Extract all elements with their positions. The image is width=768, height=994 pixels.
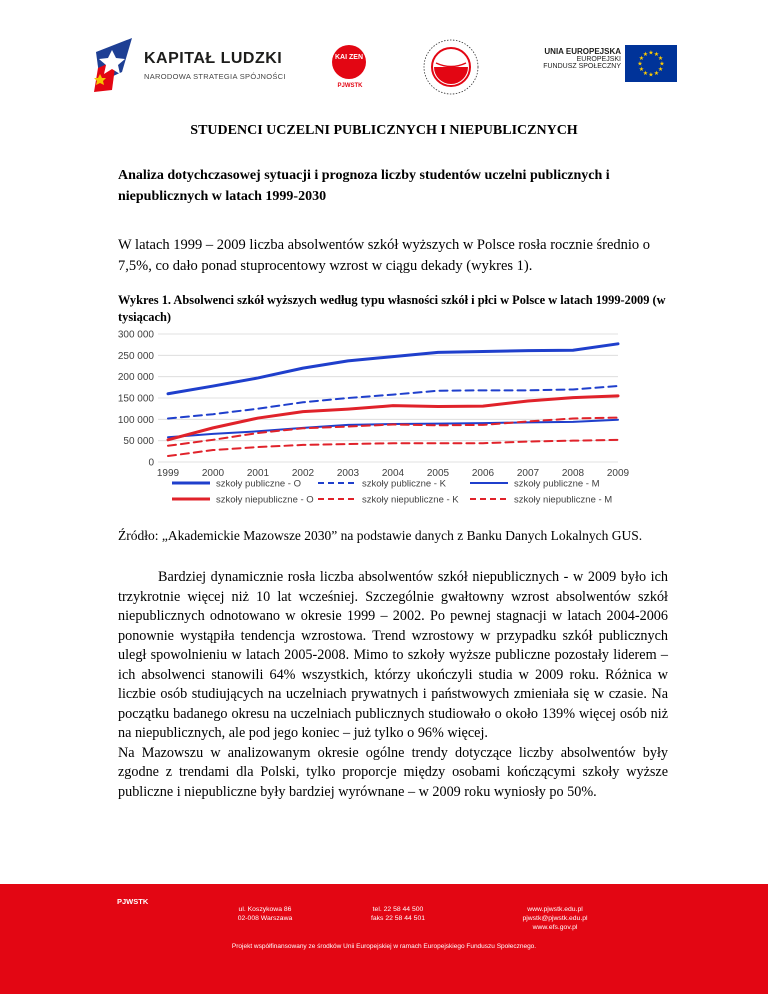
x-tick-label: 1999 bbox=[156, 468, 180, 479]
x-tick-label: 2009 bbox=[606, 468, 630, 479]
legend-label: szkoły publiczne - O bbox=[216, 478, 302, 490]
chart-svg bbox=[118, 326, 638, 518]
y-tick-label: 250 000 bbox=[118, 350, 154, 362]
footer-link-email[interactable]: pjwstk@pjwstk.edu.pl bbox=[522, 915, 588, 922]
footer-phone bbox=[348, 905, 448, 923]
eu-line1: UNIA EUROPEJSKA bbox=[544, 47, 621, 56]
eu-star-icon: ★ bbox=[638, 67, 645, 73]
legend-label: szkoły niepubliczne - K bbox=[362, 494, 459, 506]
legend-label: szkoły publiczne - M bbox=[514, 478, 600, 490]
legend-label: szkoły niepubliczne - O bbox=[216, 494, 314, 506]
legend-label: szkoły publiczne - K bbox=[362, 478, 446, 490]
paragraph-2: Na Mazowszu w analizowanym okresie ogólne trendy dotyczące liczby absolwentów były zgodne z trendami dla Polski, tylko proporcje między osobami kończącymi szkoły wyższe publiczne i niepubliczne były bardziej wyrównane – w 2009 roku wyniosły po 50%. bbox=[118, 744, 668, 800]
kapital-ludzki-logo bbox=[92, 38, 292, 93]
footer-link-efs[interactable]: www.efs.gov.pl bbox=[532, 924, 578, 931]
eu-star-icon: ★ bbox=[653, 51, 660, 58]
kapital-ludzki-emblem-icon bbox=[92, 38, 136, 93]
document-title: STUDENCI UCZELNI PUBLICZNYCH I NIEPUBLICZNYCH bbox=[190, 123, 578, 138]
kaizen-badge: KAI ZEN bbox=[332, 45, 366, 79]
y-tick-label: 50 000 bbox=[123, 436, 154, 448]
eu-star-icon: ★ bbox=[657, 67, 664, 73]
document-subtitle: Analiza dotychczasowej sytuacji i prognoza liczby studentów uczelni publicznych i niepublicznych w latach 1999-2030 bbox=[118, 168, 610, 204]
legend-label: szkoły niepubliczne - M bbox=[514, 494, 613, 506]
eu-line2: EUROPEJSKI bbox=[576, 56, 621, 63]
x-tick-label: 2004 bbox=[381, 468, 405, 479]
line-chart bbox=[118, 326, 638, 518]
eu-star-icon: ★ bbox=[642, 71, 649, 78]
series-line-1 bbox=[168, 386, 618, 418]
x-tick-label: 2005 bbox=[426, 468, 450, 479]
footer bbox=[0, 884, 768, 994]
y-tick-label: 200 000 bbox=[118, 372, 154, 384]
seal-emblem-icon bbox=[422, 38, 480, 96]
x-tick-label: 2006 bbox=[471, 468, 495, 479]
eu-flag-icon bbox=[625, 45, 677, 82]
eu-line3: FUNDUSZ SPOŁECZNY bbox=[543, 63, 621, 70]
eu-star-icon: ★ bbox=[648, 72, 654, 79]
kaizen-subtitle: PJWSTK bbox=[337, 83, 363, 89]
paragraph-1: Bardziej dynamicznie rosła liczba absolwentów szkół niepublicznych - w 2009 było ich trzykrotnie więcej niż 10 lat wcześniej. Szczególnie gwałtowny wzrost absolwentów szkół niepublicznych odnotowano w okresie 1999 – 2002. Po pewnej stagnacji w latach 2004-2006 ponownie wystąpiła tendencja wzrostowa. Trend wzrostowy w przypadku szkół publicznych uległ spowolnieniu w latach 2005-2008. Mimo to szkoły wyższe publiczne pozostały liderem – ich absolwenci stanowili 64% wszystkich, którzy ukończyli studia w 2009 roku. Różnica w liczbie osób studiujących na uczelniach prywatnych i państwowych zmieniała się w czasie. Na początku badanego okresu na uczelniach publicznych studiowało o około 139% więcej osób niż na niepublicznych, ale pod jego koniec – już tylko o 96% więcej. bbox=[118, 569, 668, 741]
university-seal bbox=[422, 38, 480, 96]
y-tick-label: 100 000 bbox=[118, 414, 154, 426]
chart-caption: Wykres 1. Absolwenci szkół wyższych według typu własności szkół i płci w Polsce w latach 1999-2009 (w tysiącach) bbox=[118, 293, 666, 324]
eu-star-icon: ★ bbox=[653, 71, 660, 78]
footer-funding-note: Projekt współfinansowany ze środków Unii Europejskiej w ramach Europejskiego Funduszu Społecznego. bbox=[231, 943, 537, 950]
source-note: Źródło: „Akademickie Mazowsze 2030” na podstawie danych z Banku Danych Lokalnych GUS. bbox=[118, 528, 643, 543]
x-tick-label: 2002 bbox=[291, 468, 315, 479]
eu-star-icon: ★ bbox=[657, 56, 664, 62]
x-tick-label: 2001 bbox=[246, 468, 270, 479]
eu-star-icon: ★ bbox=[659, 61, 665, 68]
eu-star-icon: ★ bbox=[638, 56, 645, 62]
series-line-0 bbox=[168, 344, 618, 394]
footer-address-line2: 02-008 Warszawa bbox=[237, 915, 293, 922]
footer-link-website[interactable]: www.pjwstk.edu.pl bbox=[527, 906, 583, 913]
eu-star-icon: ★ bbox=[648, 50, 654, 57]
eu-star-icon: ★ bbox=[642, 51, 649, 58]
footer-brand: PJWSTK bbox=[117, 897, 149, 906]
body-text bbox=[118, 568, 668, 802]
intro-paragraph: W latach 1999 – 2009 liczba absolwentów szkół wyższych w Polsce rosła rocznie średnio o 7,5%, co dało ponad stuprocentowy wzrost w ciągu dekady (wykres 1). bbox=[118, 237, 651, 274]
x-tick-label: 2007 bbox=[516, 468, 540, 479]
footer-tel: tel. 22 58 44 500 bbox=[372, 906, 424, 913]
footer-web bbox=[500, 905, 610, 932]
series-line-5 bbox=[168, 440, 618, 456]
footer-address bbox=[210, 905, 320, 923]
kapital-ludzki-subtitle: NARODOWA STRATEGIA SPÓJNOŚCI bbox=[144, 72, 286, 81]
y-tick-label: 0 bbox=[148, 457, 154, 469]
eu-logo bbox=[527, 45, 677, 90]
kapital-ludzki-title: KAPITAŁ LUDZKI bbox=[144, 50, 283, 67]
eu-star-icon: ★ bbox=[637, 61, 643, 68]
footer-fax: faks 22 58 44 501 bbox=[370, 915, 426, 922]
x-tick-label: 2008 bbox=[561, 468, 585, 479]
x-tick-label: 2003 bbox=[336, 468, 360, 479]
kaizen-logo bbox=[330, 45, 370, 95]
x-tick-label: 2000 bbox=[201, 468, 225, 479]
y-tick-label: 150 000 bbox=[118, 393, 154, 405]
y-tick-label: 300 000 bbox=[118, 329, 154, 341]
footer-address-line1: ul. Koszykowa 86 bbox=[238, 906, 292, 913]
